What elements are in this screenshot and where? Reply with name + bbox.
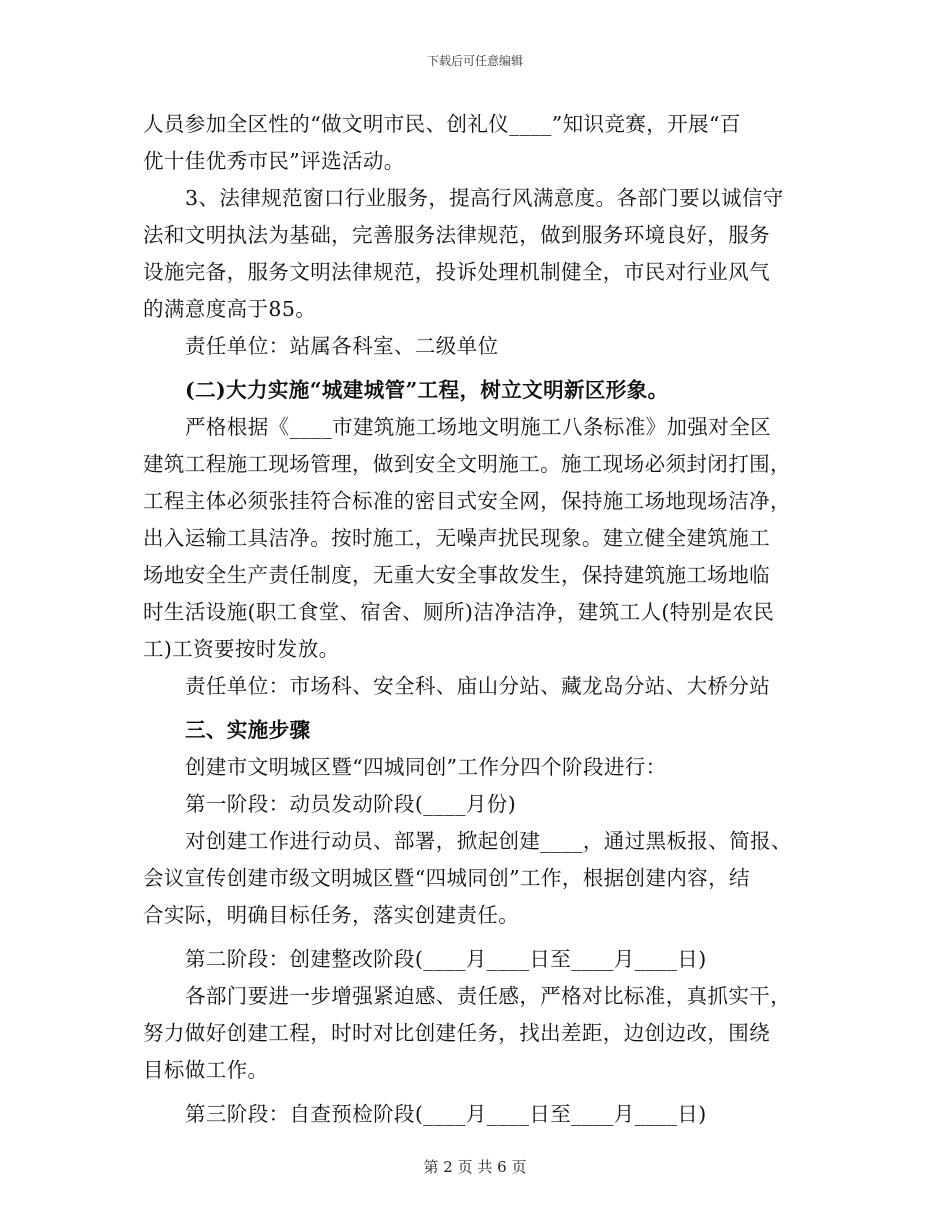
text-line: 创建市文明城区暨“四城同创”工作分四个阶段进行：	[185, 755, 667, 779]
text-line: 3、法律规范窗口行业服务，提高行风满意度。各部门要以诚信守	[185, 186, 784, 210]
text-line: 目标做工作。	[143, 1058, 269, 1082]
page-footer: 第 2 页 共 6 页	[423, 1158, 527, 1176]
text-line: 工)工资要按时发放。	[143, 637, 340, 661]
text-line: 严格根据《____市建筑施工场地文明施工八条标准》加强对全区	[185, 415, 771, 439]
text-line: 人员参加全区性的“做文明市民、创礼仪____”知识竞赛，开展“百	[143, 112, 741, 136]
text-line: 第二阶段：创建整改阶段(____月____日至____月____日)	[185, 947, 707, 971]
section-heading: (二)大力实施“城建城管”工程，树立文明新区形象。	[185, 378, 669, 402]
text-line: 会议宣传创建市级文明城区暨“四城同创”工作，根据创建内容，结	[143, 866, 750, 890]
page-header: 下载后可任意编辑	[426, 54, 523, 68]
text-line: 第一阶段：动员发动阶段(____月份)	[185, 792, 517, 816]
text-line: 设施完备，服务文明法律规范，投诉处理机制健全，市民对行业风气	[143, 260, 770, 284]
text-line: 的满意度高于85。	[143, 297, 317, 321]
text-line: 对创建工作进行动员、部署，掀起创建____，通过黑板报、简报、	[185, 829, 792, 853]
text-line: 第三阶段：自查预检阶段(____月____日至____月____日)	[185, 1102, 707, 1126]
text-line: 建筑工程施工现场管理，做到安全文明施工。施工现场必须封闭打围，	[143, 452, 791, 476]
text-line: 各部门要进一步增强紧迫感、责任感，严格对比标准，真抓实干，	[185, 984, 792, 1008]
text-line: 法和文明执法为基础，完善服务法律规范，做到服务环境良好，服务	[143, 223, 770, 247]
text-line: 努力做好创建工程，时时对比创建任务，找出差距，边创边改，围绕	[143, 1021, 770, 1045]
text-line: 工程主体必须张挂符合标准的密目式安全网，保持施工场地现场洁净，	[143, 489, 791, 513]
text-line: 出入运输工具洁净。按时施工，无噪声扰民现象。建立健全建筑施工	[143, 526, 770, 550]
document-body	[143, 106, 803, 1133]
text-line: 优十佳优秀市民”评选活动。	[143, 149, 405, 173]
text-line: 责任单位：市场科、安全科、庙山分站、藏龙岛分站、大桥分站	[185, 674, 771, 698]
text-line: 责任单位：站属各科室、二级单位	[185, 334, 499, 358]
text-line: 合实际，明确目标任务，落实创建责任。	[143, 903, 520, 927]
text-line: 时生活设施(职工食堂、宿舍、厕所)洁净洁净，建筑工人(特别是农民	[143, 600, 775, 624]
section-heading: 三、实施步骤	[185, 718, 311, 742]
text-line: 场地安全生产责任制度，无重大安全事故发生，保持建筑施工场地临	[143, 563, 770, 587]
